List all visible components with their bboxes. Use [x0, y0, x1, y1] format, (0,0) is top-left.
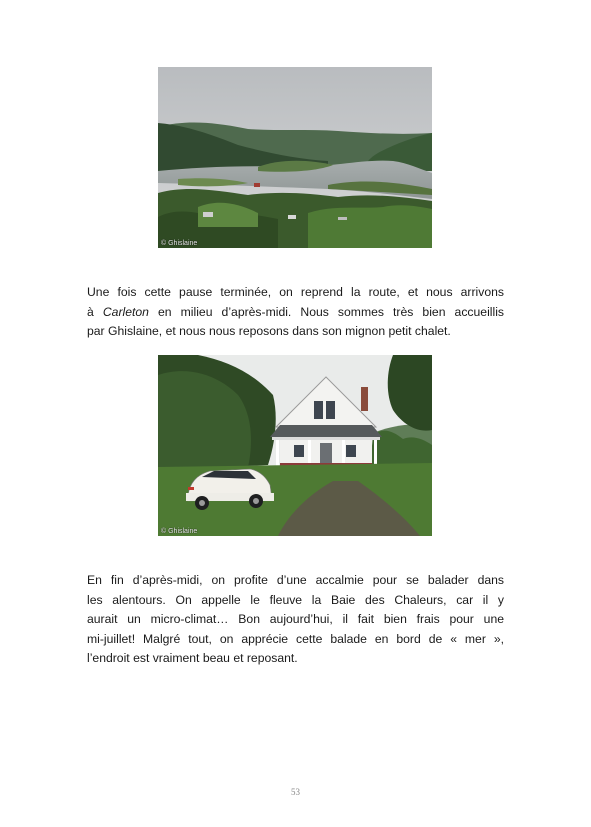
text-line: les alentours. On appelle le fleuve la Baie des Chaleurs, car il y: [87, 592, 504, 607]
paragraph-arrival: [87, 283, 504, 342]
text-line: aurait un micro-climat… Bon aujourd’hui, il fait bien frais pour une: [87, 612, 504, 626]
page-number: 53: [291, 787, 300, 797]
photo-credit: © Ghislaine: [161, 528, 198, 535]
photo-credit: © Ghislaine: [161, 240, 198, 247]
text-line: Une fois cette pause terminée, on reprend la route, et nous arrivons: [87, 285, 504, 299]
river-valley-image: [158, 67, 432, 248]
text-line: En fin d’après-midi, on profite d’une accalmie pour se balader dans: [87, 573, 504, 587]
photo-river-valley: [158, 67, 432, 248]
text-line: par Ghislaine, et nous nous reposons dans son mignon petit chalet.: [87, 324, 451, 338]
paragraph-walk: [87, 571, 504, 669]
house-image: [158, 355, 432, 536]
text-line: à Carleton en milieu d’après-midi. Nous sommes très bien accueillis: [87, 304, 504, 319]
place-name-carleton: Carleton: [102, 304, 149, 319]
text-line: l’endroit est vraiment beau et reposant.: [87, 651, 298, 665]
photo-house: [158, 355, 432, 536]
text-line: mi-juillet! Malgré tout, on apprécie cette balade en bord de « mer »,: [87, 631, 504, 646]
